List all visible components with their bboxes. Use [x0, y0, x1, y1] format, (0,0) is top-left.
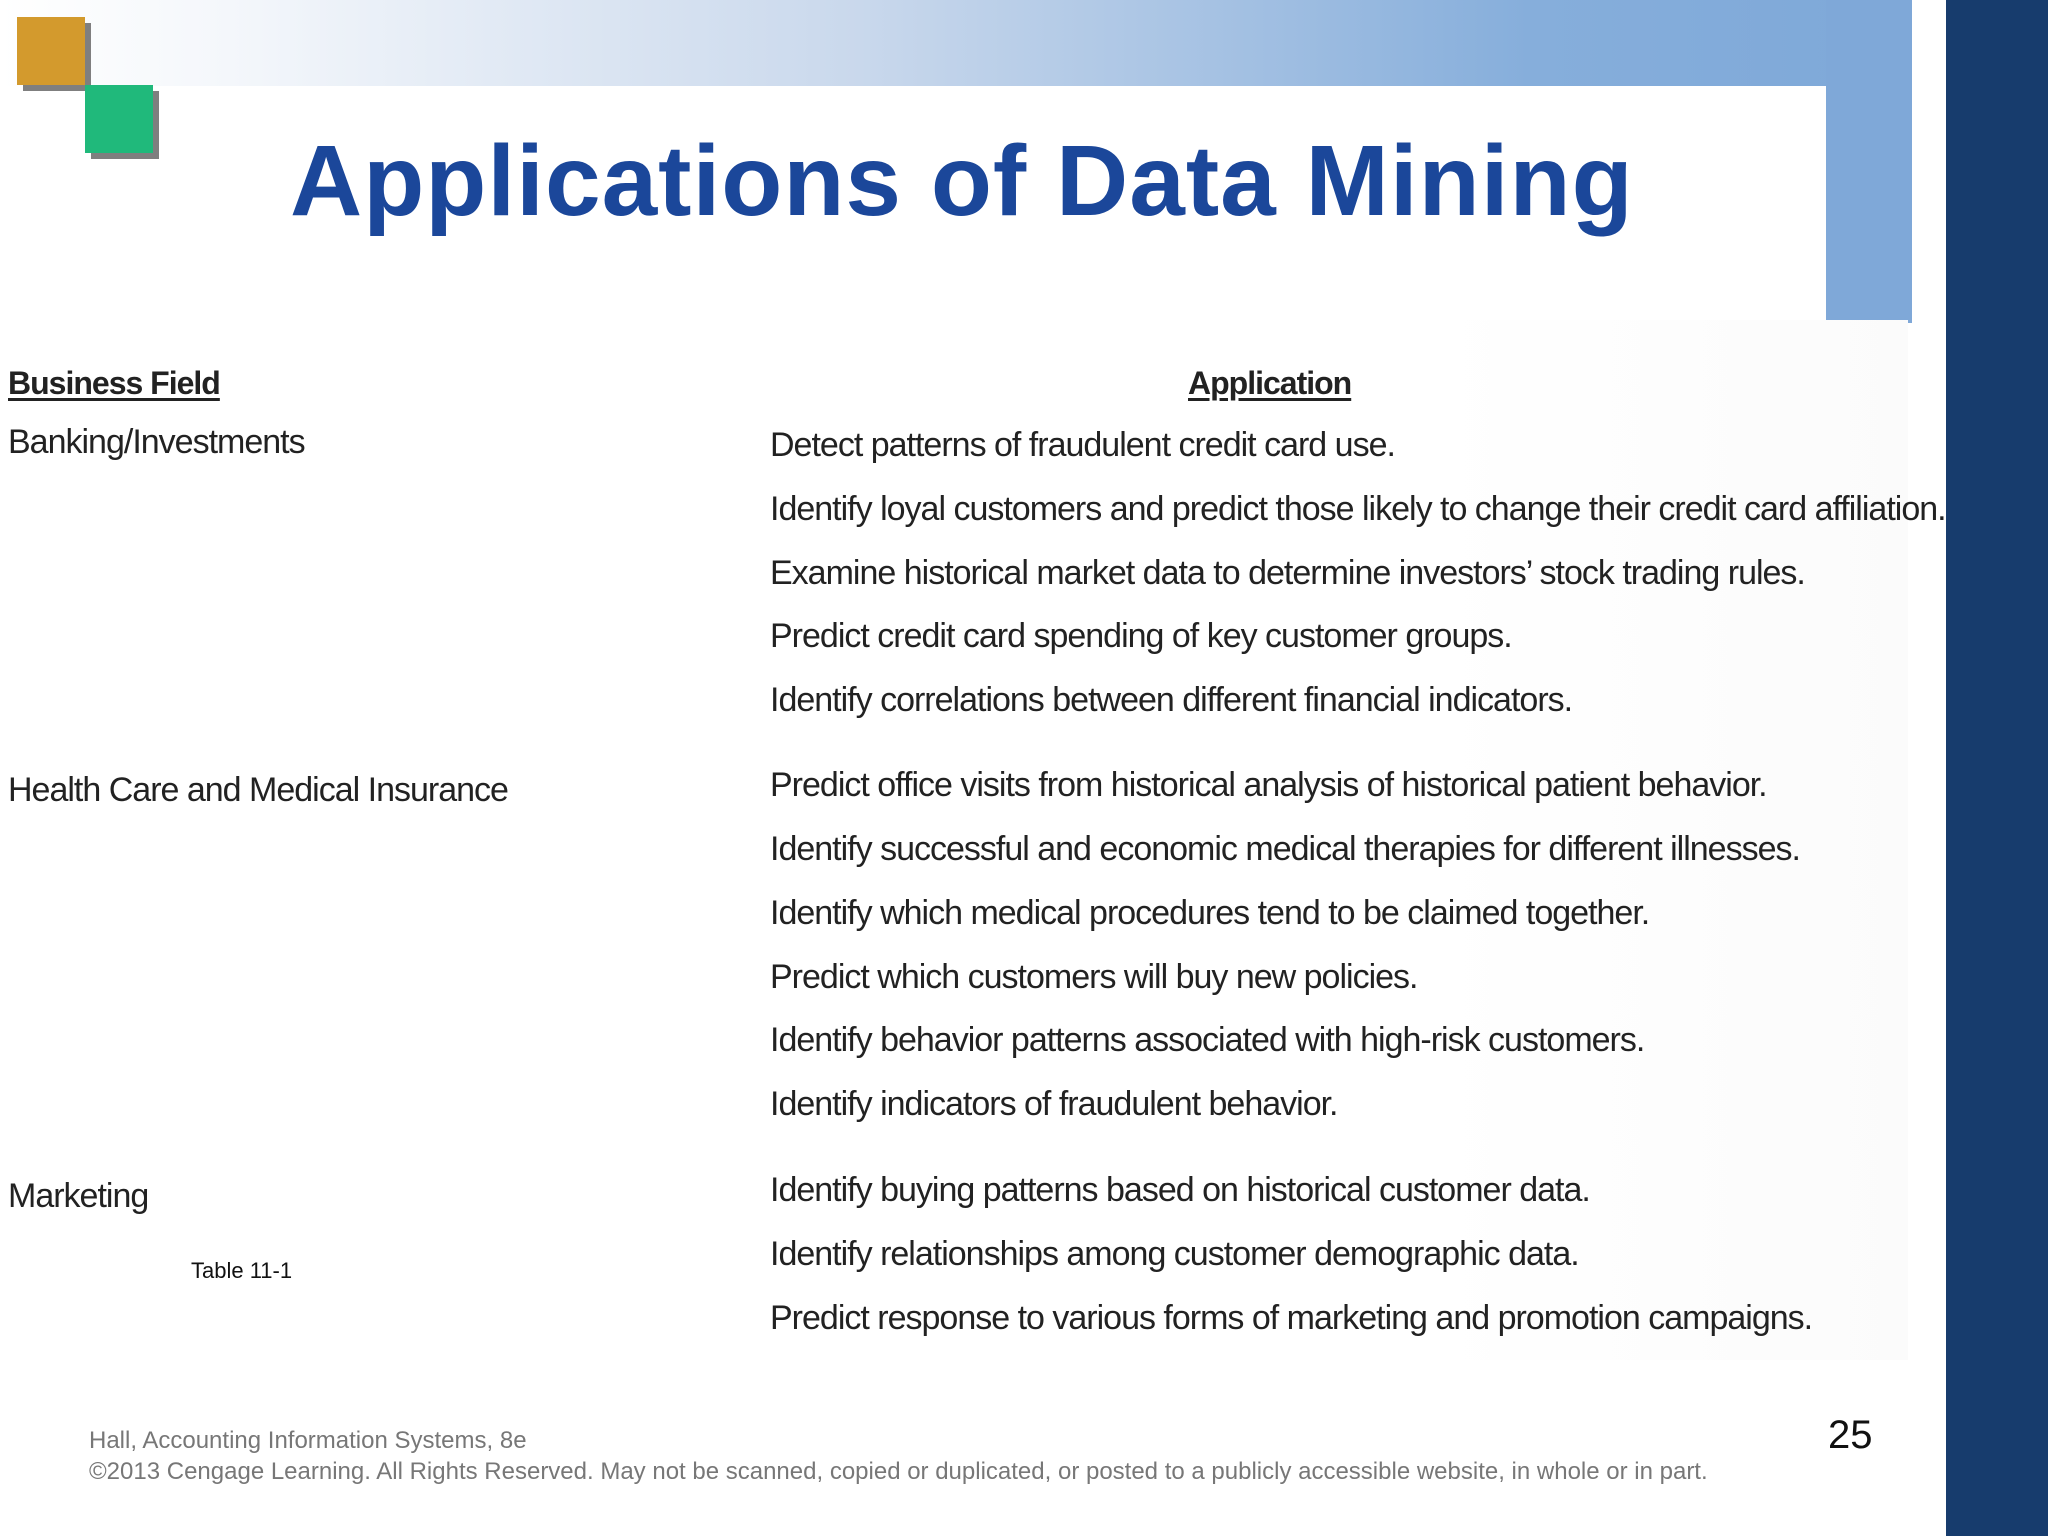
orange-square-logo-icon	[17, 17, 85, 85]
business-field-banking-investments: Banking/Investments	[8, 423, 305, 461]
table-label: Table 11-1	[191, 1258, 293, 1283]
business-field-marketing: Marketing	[8, 1177, 149, 1215]
footer-copyright: ©2013 Cengage Learning. All Rights Reserved. May not be scanned, copied or duplicated, or posted to a publicly accessible website, in whole or in part.	[89, 1458, 1708, 1485]
right-light-blue-band	[1826, 0, 1912, 323]
application-item: Examine historical market data to determine investors’ stock trading rules.	[770, 554, 1805, 592]
business-field-health-care-medical-insurance: Health Care and Medical Insurance	[8, 771, 508, 809]
application-item: Predict credit card spending of key customer groups.	[770, 617, 1512, 655]
application-item: Identify relationships among customer demographic data.	[770, 1235, 1579, 1273]
data-mining-applications-table	[8, 320, 1946, 1360]
business-field-header: Business Field	[8, 365, 220, 401]
top-gradient-bar	[0, 0, 1912, 86]
green-square-logo-icon	[85, 85, 153, 153]
application-item: Identify which medical procedures tend to be claimed together.	[770, 894, 1650, 932]
application-item: Identify behavior patterns associated with high-risk customers.	[770, 1021, 1645, 1059]
application-item: Identify loyal customers and predict those likely to change their credit card affiliation.	[770, 490, 1946, 528]
application-item: Predict which customers will buy new policies.	[770, 958, 1418, 996]
page-number: 25	[1828, 1413, 1873, 1457]
application-item: Detect patterns of fraudulent credit card use.	[770, 426, 1395, 464]
slide-title: Applications of Data Mining	[290, 125, 1634, 237]
application-item: Identify successful and economic medical therapies for different illnesses.	[770, 830, 1800, 868]
application-item: Identify correlations between different financial indicators.	[770, 681, 1573, 719]
application-item: Identify indicators of fraudulent behavior.	[770, 1085, 1338, 1123]
application-header: Application	[1188, 365, 1352, 401]
application-item: Predict office visits from historical analysis of historical patient behavior.	[770, 766, 1767, 804]
application-item: Identify buying patterns based on historical customer data.	[770, 1171, 1590, 1209]
right-navy-band	[1946, 0, 2048, 1536]
footer-source: Hall, Accounting Information Systems, 8e	[89, 1427, 527, 1454]
application-item: Predict response to various forms of marketing and promotion campaigns.	[770, 1299, 1813, 1337]
